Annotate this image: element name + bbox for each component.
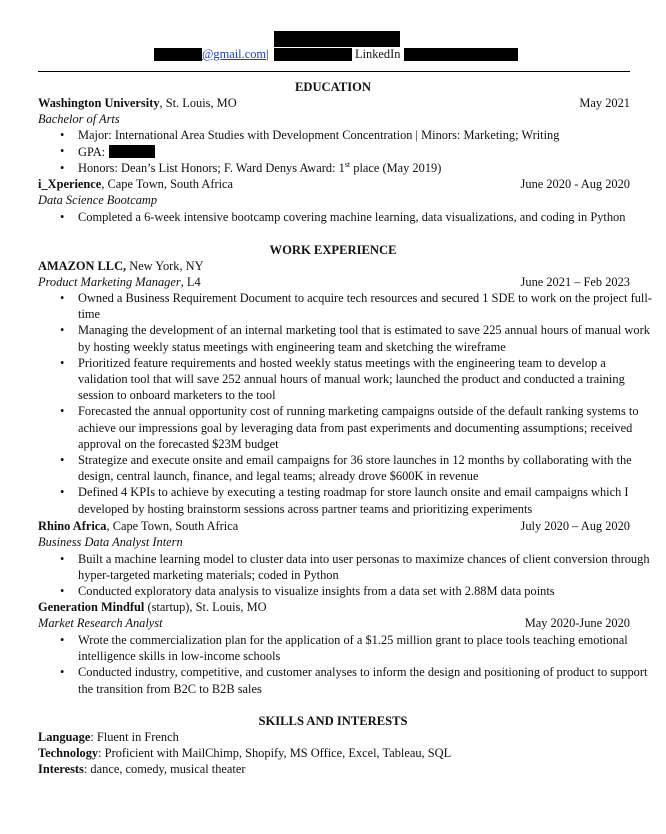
list-item: • Forecasted the annual opportunity cost of running marketing campaigns outside of the default ranking systems to achieve our impressions goal by leveraging data from past experiments and documenting assumptions; received approval on the forecasted $23M budget <box>78 403 658 452</box>
list-item: • Major: International Area Studies with Development Concentration | Minors: Marketing; Writing <box>78 127 658 143</box>
header-divider <box>38 71 630 72</box>
school1-bullets <box>38 127 658 177</box>
list-item: • Wrote the commercialization plan for the application of a $1.25 million grant to place tools teaching emotional intelligence skills in low-income schools <box>78 632 658 664</box>
list-item: • Built a machine learning model to cluster data into user personas to maximize chances of client conversion through hyper-targeted marketing materials; coded in Python <box>78 551 658 583</box>
honors-text-end: place (May 2019) <box>350 161 442 176</box>
linkedin-label: LinkedIn <box>355 47 401 61</box>
job3-row <box>38 599 630 615</box>
job2-role: Business Data Analyst Intern <box>38 535 183 549</box>
school2-name: i_Xperience <box>38 177 102 191</box>
redacted-name <box>274 31 400 47</box>
gpa-label: GPA: <box>78 145 106 160</box>
school2-bullets <box>38 209 658 225</box>
redacted-linkedin-url[interactable] <box>404 48 518 61</box>
job3-location: (startup), St. Louis, MO <box>144 600 267 614</box>
section-title-skills: SKILLS AND INTERESTS <box>258 714 408 728</box>
interests-value: : dance, comedy, musical theater <box>83 762 246 776</box>
job2-location: , Cape Town, South Africa <box>106 519 239 533</box>
job1-location: New York, NY <box>126 259 204 273</box>
job1-role: Product Marketing Manager <box>38 275 181 289</box>
job2-bullets <box>38 551 658 600</box>
section-title-work: WORK EXPERIENCE <box>269 243 397 257</box>
job3-date: May 2020-June 2020 <box>524 616 630 630</box>
list-item: • Conducted exploratory data analysis to visualize insights from a data set with 2.88M data points <box>78 583 658 599</box>
list-item: • Owned a Business Requirement Document to acquire tech resources and secured 1 SDE to work on the project full-time <box>78 290 658 322</box>
job1-date: June 2021 – Feb 2023 <box>520 275 630 289</box>
technology-label: Technology <box>38 746 99 760</box>
technology-value: : Proficient with MailChimp, Shopify, MS Office, Excel, Tableau, SQL <box>98 746 452 760</box>
job1-company: AMAZON LLC, <box>38 259 127 273</box>
school2-date: June 2020 - Aug 2020 <box>520 177 630 191</box>
school2-row <box>38 176 630 192</box>
skills-technology-row <box>38 745 630 761</box>
job2-company: Rhino Africa <box>38 519 107 533</box>
school1-row <box>38 95 630 111</box>
language-value: : Fluent in French <box>90 730 179 744</box>
interests-label: Interests <box>38 762 84 776</box>
email-link[interactable]: @gmail.com <box>202 47 267 61</box>
school1-degree: Bachelor of Arts <box>38 112 120 126</box>
job3-company: Generation Mindful <box>38 600 145 614</box>
job1-row <box>38 258 630 274</box>
list-item: • Completed a 6-week intensive bootcamp covering machine learning, data visualizations, and coding in Python <box>78 209 658 225</box>
skills-interests-row <box>38 761 630 777</box>
school1-name: Washington University <box>38 96 160 110</box>
contact-separator: | <box>266 47 269 61</box>
school2-location: , Cape Town, South Africa <box>101 177 234 191</box>
list-item: • Defined 4 KPIs to achieve by executing a testing roadmap for store launch onsite and email campaigns which I developed by hosting brainstorm sessions across partner teams and prioritizing experiments <box>78 484 658 516</box>
redacted-phone <box>274 48 352 61</box>
section-title-education: EDUCATION <box>294 80 372 94</box>
job3-role: Market Research Analyst <box>38 616 163 630</box>
honors-ordinal: st <box>344 160 351 170</box>
honors-text: Honors: Dean’s List Honors; F. Ward Denys Award: 1 <box>78 161 345 176</box>
job3-bullets <box>38 632 658 697</box>
job2-date: July 2020 – Aug 2020 <box>520 519 630 533</box>
job1-level: , L4 <box>180 275 201 289</box>
redacted-email-user <box>154 48 202 61</box>
job1-role-row <box>38 274 630 290</box>
list-item: • Conducted industry, competitive, and customer analyses to inform the design and positioning of product to support the transition from B2C to B2B sales <box>78 664 658 696</box>
list-item: • Managing the development of an internal marketing tool that is estimated to save 225 annual hours of manual work by hosting weekly status meetings with engineering team and sketching the wireframe <box>78 322 658 354</box>
list-item: • Prioritized feature requirements and hosted weekly status meetings with the engineering team to develop a validation tool that will save 252 annual hours of manual work; launched the product and conducted a training session to onboard marketers to the tool <box>78 355 658 404</box>
school1-date: May 2021 <box>579 96 630 110</box>
job2-row <box>38 518 630 534</box>
skills-language-row <box>38 729 630 745</box>
list-item <box>78 143 658 160</box>
school2-program: Data Science Bootcamp <box>38 193 158 207</box>
redacted-gpa <box>109 145 155 158</box>
contact-line <box>0 46 666 62</box>
list-item <box>78 160 658 176</box>
list-item: • Strategize and execute onsite and email campaigns for 36 store launches in 12 months by collaborating with the design, central launch, finance, and legal teams; already drove $600K in revenue <box>78 452 658 484</box>
job1-bullets <box>38 290 658 517</box>
job3-role-row <box>38 615 630 631</box>
language-label: Language <box>38 730 91 744</box>
school1-location: , St. Louis, MO <box>159 96 237 110</box>
